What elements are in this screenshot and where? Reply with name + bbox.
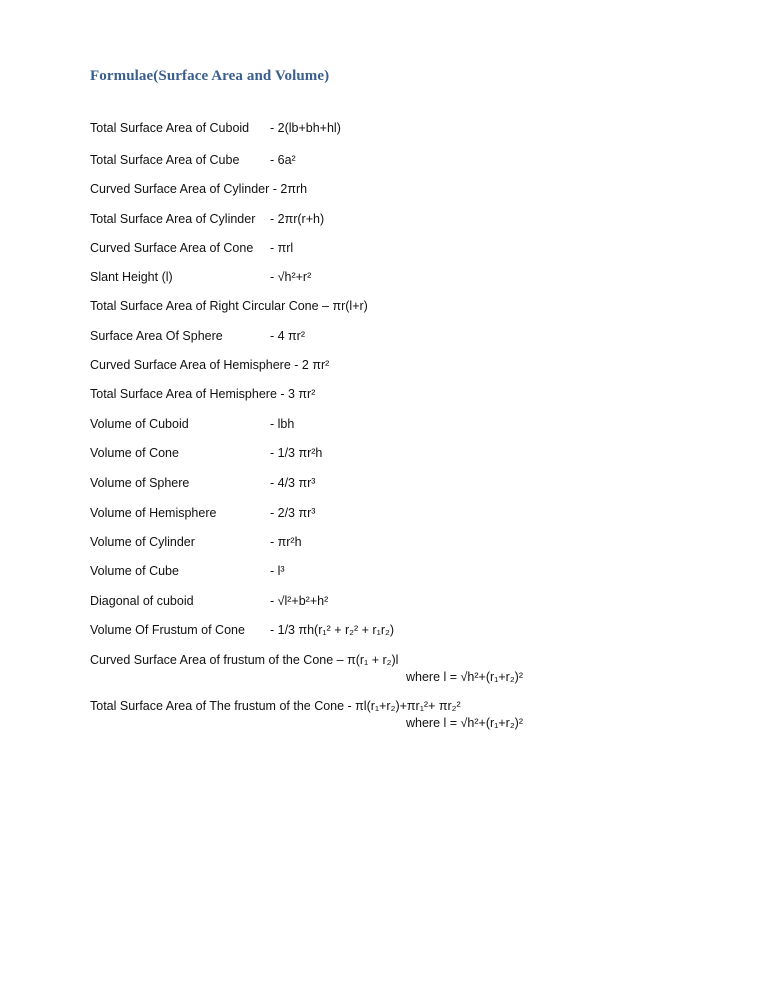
formula-text: Total Surface Area of Hemisphere - 3 πr² [90,387,316,401]
formula-value: - 1/3 πr²h [270,446,323,460]
formula-label: Volume of Cuboid [90,417,189,431]
formula-value: - lbh [270,417,295,431]
formula-label: Surface Area Of Sphere [90,329,223,343]
formula-text: Curved Surface Area of Hemisphere - 2 πr² [90,358,330,372]
formula-label: Volume Of Frustum of Cone [90,623,245,637]
formula-label: Volume of Hemisphere [90,506,217,520]
formula-value: - 2(lb+bh+hl) [270,121,341,135]
formula-value: - 6a² [270,153,296,167]
formula-value: - πrl [270,241,294,255]
formula-label: Total Surface Area of Cuboid [90,121,250,135]
formula-value: - 2πr(r+h) [270,212,325,226]
formula-value: - πr²h [270,535,302,549]
formula-label: Diagonal of cuboid [90,594,194,608]
formula-text: Curved Surface Area of frustum of the Cone – π(r₁ + r₂)l [90,653,399,667]
formula-text: Total Surface Area of Right Circular Cone – πr(l+r) [90,299,368,313]
formula-label: Volume of Sphere [90,476,190,490]
formula-label: Volume of Cylinder [90,535,195,549]
formula-value: - √l²+b²+h² [270,594,329,608]
formula-value: - 2/3 πr³ [270,506,316,520]
formula-label: Volume of Cone [90,446,179,460]
formula-label: Slant Height (l) [90,270,173,284]
page-title: Formulae(Surface Area and Volume) [90,68,330,84]
formula-text: Total Surface Area of The frustum of the Cone - πl(r₁+r₂)+πr₁²+ πr₂² [90,699,461,713]
formula-value: - l³ [270,564,285,578]
formula-label: Curved Surface Area of Cone [90,241,254,255]
formula-value: - 4/3 πr³ [270,476,316,490]
formula-value: - 1/3 πh(r₁² + r₂² + r₁r₂) [270,623,394,637]
formula-text: Curved Surface Area of Cylinder - 2πrh [90,182,308,196]
where-note: where l = √h²+(r₁+r₂)² [406,716,523,730]
formula-label: Total Surface Area of Cylinder [90,212,256,226]
formula-value: - 4 πr² [270,329,306,343]
formula-value: - √h²+r² [270,270,312,284]
where-note: where l = √h²+(r₁+r₂)² [406,670,523,684]
formula-label: Volume of Cube [90,564,179,578]
formula-label: Total Surface Area of Cube [90,153,240,167]
